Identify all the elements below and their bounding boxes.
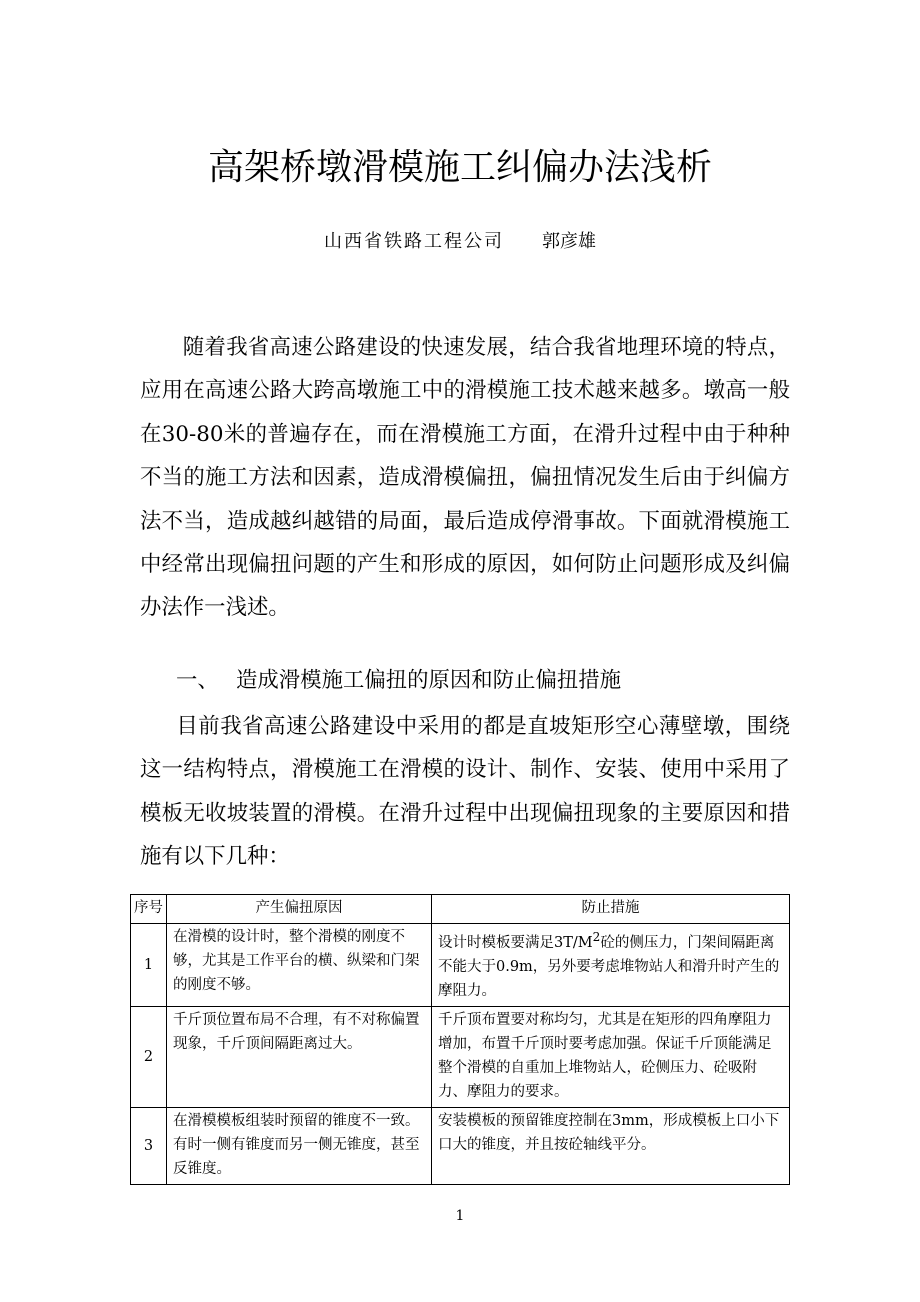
row-measure-part: 砼的侧压力，门架间隔距离不能大于0.9m，另外要考虑堆物站人和滑升时产生的摩阻力。 bbox=[438, 934, 780, 999]
section-heading-number: 一、 bbox=[176, 668, 219, 693]
section-heading bbox=[176, 659, 621, 702]
cause-measure-table bbox=[130, 894, 790, 1185]
table-row bbox=[131, 924, 790, 1007]
section-heading-text: 造成滑模施工偏扭的原因和防止偏扭措施 bbox=[236, 668, 622, 693]
row-number: 1 bbox=[131, 924, 167, 1007]
row-number: 3 bbox=[131, 1107, 167, 1184]
superscript: 2 bbox=[592, 930, 601, 944]
row-number: 2 bbox=[131, 1006, 167, 1107]
row-cause: 在滑模模板组装时预留的锥度不一致。有时一侧有锥度而另一侧无锥度，甚至反锥度。 bbox=[167, 1107, 432, 1184]
row-measure-part: 设计时模板要满足3T/M bbox=[438, 934, 593, 951]
intro-paragraph: 随着我省高速公路建设的快速发展，结合我省地理环境的特点，应用在高速公路大跨高墩施工中的滑模施工技术越来越多。墩高一般在30-80米的普遍存在，而在滑模施工方面，在滑升过程中由于种种不当的施工方法和因素，造成滑模偏扭，偏扭情况发生后由于纠偏方法不当，造成越纠越错的局面，最后造成停滑事故。下面就滑模施工中经常出现偏扭问题的产生和形成的原因，如何防止问题形成及纠偏办法作一浅述。 bbox=[140, 335, 790, 621]
row-cause: 千斤顶位置布局不合理，有不对称偏置现象，千斤顶间隔距离过大。 bbox=[167, 1006, 432, 1107]
table-row bbox=[131, 1107, 790, 1184]
byline bbox=[0, 228, 920, 256]
table-header-measure: 防止措施 bbox=[432, 895, 790, 924]
row-measure: 千斤顶布置要对称均匀，尤其是在矩形的四角摩阻力增加，布置千斤顶时要考虑加强。保证千斤顶能满足整个滑模的自重加上堆物站人，砼侧压力、砼吸附力、摩阻力的要求。 bbox=[432, 1006, 790, 1107]
row-measure: 安装模板的预留锥度控制在3mm，形成模板上口小下口大的锥度，并且按砼轴线平分。 bbox=[432, 1107, 790, 1184]
row-cause: 在滑模的设计时，整个滑模的刚度不够，尤其是工作平台的横、纵梁和门架的刚度不够。 bbox=[167, 924, 432, 1007]
intro-section bbox=[140, 326, 790, 630]
byline-author: 郭彦雄 bbox=[542, 231, 596, 252]
document-title: 高架桥墩滑模施工纠偏办法浅析 bbox=[207, 147, 712, 188]
byline-organization: 山西省铁路工程公司 bbox=[324, 231, 504, 252]
row-measure bbox=[432, 924, 790, 1007]
table-header-row bbox=[131, 895, 790, 924]
section-paragraph: 目前我省高速公路建设中采用的都是直坡矩形空心薄壁墩，围绕这一结构特点，滑模施工在滑模的设计、制作、安装、使用中采用了模板无收坡装置的滑模。在滑升过程中出现偏扭现象的主要原因和措施有以下几种： bbox=[140, 714, 790, 870]
table-header-number: 序号 bbox=[131, 895, 167, 924]
section-body bbox=[140, 705, 790, 879]
page-number: 1 bbox=[455, 1208, 465, 1224]
table-row bbox=[131, 1006, 790, 1107]
table-header-cause: 产生偏扭原因 bbox=[167, 895, 432, 924]
